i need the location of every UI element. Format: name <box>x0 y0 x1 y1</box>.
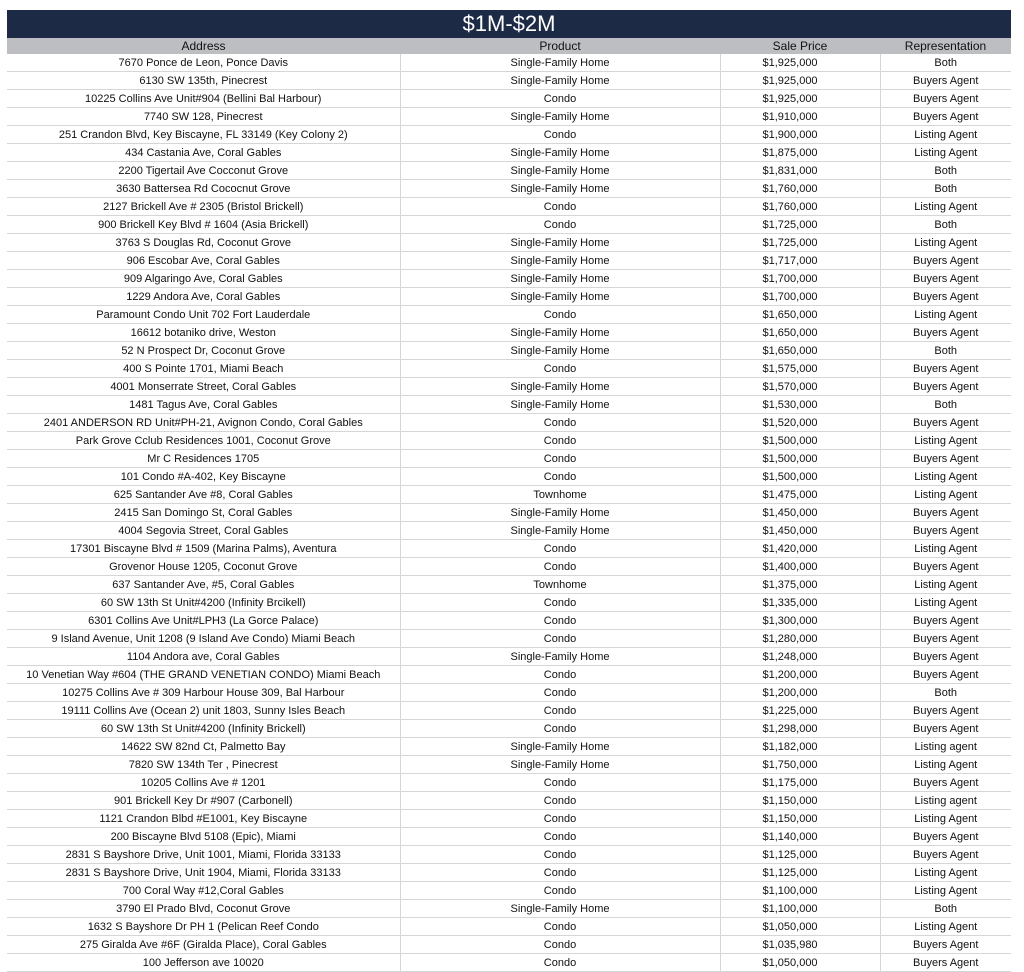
table-row <box>7 558 1011 576</box>
product-cell: Condo <box>400 432 720 450</box>
sale-price-cell: $1,700,000 <box>720 270 880 288</box>
sale-price-cell: $1,280,000 <box>720 630 880 648</box>
address-cell: 10205 Collins Ave # 1201 <box>7 774 400 792</box>
representation-cell: Buyers Agent <box>880 846 1011 864</box>
representation-cell: Both <box>880 180 1011 198</box>
address-cell: 60 SW 13th St Unit#4200 (Infinity Brcikell) <box>7 594 400 612</box>
address-cell: 3630 Battersea Rd Cococnut Grove <box>7 180 400 198</box>
table-row <box>7 936 1011 954</box>
table-row <box>7 828 1011 846</box>
representation-cell: Both <box>880 342 1011 360</box>
representation-cell: Listing agent <box>880 792 1011 810</box>
address-cell: 100 Jefferson ave 10020 <box>7 954 400 972</box>
product-cell: Single-Family Home <box>400 108 720 126</box>
representation-cell: Buyers Agent <box>880 774 1011 792</box>
sale-price-cell: $1,150,000 <box>720 792 880 810</box>
sale-price-cell: $1,450,000 <box>720 504 880 522</box>
table-row <box>7 252 1011 270</box>
product-cell: Single-Family Home <box>400 180 720 198</box>
address-cell: 1229 Andora Ave, Coral Gables <box>7 288 400 306</box>
sale-price-cell: $1,050,000 <box>720 954 880 972</box>
sheet-title: $1M-$2M <box>7 10 1011 38</box>
address-cell: Grovenor House 1205, Coconut Grove <box>7 558 400 576</box>
table-row <box>7 72 1011 90</box>
table-row <box>7 810 1011 828</box>
sale-price-cell: $1,375,000 <box>720 576 880 594</box>
product-cell: Single-Family Home <box>400 504 720 522</box>
product-cell: Condo <box>400 882 720 900</box>
sales-sheet <box>7 10 1011 972</box>
table-row <box>7 540 1011 558</box>
sale-price-cell: $1,500,000 <box>720 468 880 486</box>
table-row <box>7 180 1011 198</box>
address-cell: Paramount Condo Unit 702 Fort Lauderdale <box>7 306 400 324</box>
product-cell: Condo <box>400 198 720 216</box>
table-row <box>7 792 1011 810</box>
table-row <box>7 162 1011 180</box>
representation-cell: Listing Agent <box>880 468 1011 486</box>
representation-cell: Buyers Agent <box>880 558 1011 576</box>
sale-price-cell: $1,925,000 <box>720 72 880 90</box>
representation-cell: Listing Agent <box>880 918 1011 936</box>
sale-price-cell: $1,298,000 <box>720 720 880 738</box>
sale-price-cell: $1,650,000 <box>720 306 880 324</box>
address-cell: 4004 Segovia Street, Coral Gables <box>7 522 400 540</box>
sale-price-cell: $1,520,000 <box>720 414 880 432</box>
table-row <box>7 846 1011 864</box>
table-row <box>7 342 1011 360</box>
address-cell: 4001 Monserrate Street, Coral Gables <box>7 378 400 396</box>
representation-cell: Buyers Agent <box>880 522 1011 540</box>
representation-cell: Buyers Agent <box>880 648 1011 666</box>
product-cell: Single-Family Home <box>400 252 720 270</box>
table-row <box>7 684 1011 702</box>
table-row <box>7 774 1011 792</box>
representation-cell: Buyers Agent <box>880 504 1011 522</box>
table-row <box>7 630 1011 648</box>
table-row <box>7 432 1011 450</box>
product-cell: Condo <box>400 720 720 738</box>
table-row <box>7 738 1011 756</box>
sale-price-cell: $1,760,000 <box>720 198 880 216</box>
sale-price-cell: $1,175,000 <box>720 774 880 792</box>
table-row <box>7 198 1011 216</box>
address-cell: 1481 Tagus Ave, Coral Gables <box>7 396 400 414</box>
table-row <box>7 234 1011 252</box>
address-cell: 19111 Collins Ave (Ocean 2) unit 1803, Sunny Isles Beach <box>7 702 400 720</box>
table-row <box>7 216 1011 234</box>
address-cell: 10 Venetian Way #604 (THE GRAND VENETIAN CONDO) Miami Beach <box>7 666 400 684</box>
representation-cell: Both <box>880 162 1011 180</box>
table-row <box>7 522 1011 540</box>
product-cell: Single-Family Home <box>400 378 720 396</box>
representation-cell: Listing Agent <box>880 234 1011 252</box>
product-cell: Condo <box>400 774 720 792</box>
table-row <box>7 270 1011 288</box>
table-row <box>7 288 1011 306</box>
address-cell: 3790 El Prado Blvd, Coconut Grove <box>7 900 400 918</box>
representation-cell: Listing Agent <box>880 810 1011 828</box>
table-row <box>7 720 1011 738</box>
product-cell: Condo <box>400 594 720 612</box>
table-row <box>7 666 1011 684</box>
table-row <box>7 648 1011 666</box>
sale-price-cell: $1,650,000 <box>720 342 880 360</box>
product-cell: Condo <box>400 702 720 720</box>
product-cell: Single-Family Home <box>400 396 720 414</box>
address-cell: 400 S Pointe 1701, Miami Beach <box>7 360 400 378</box>
column-header-address: Address <box>7 38 400 54</box>
representation-cell: Listing Agent <box>880 756 1011 774</box>
representation-cell: Both <box>880 54 1011 72</box>
representation-cell: Buyers Agent <box>880 720 1011 738</box>
sale-price-cell: $1,700,000 <box>720 288 880 306</box>
sale-price-cell: $1,831,000 <box>720 162 880 180</box>
table-row <box>7 504 1011 522</box>
table-body <box>7 54 1011 972</box>
address-cell: 2127 Brickell Ave # 2305 (Bristol Brickell) <box>7 198 400 216</box>
product-cell: Townhome <box>400 576 720 594</box>
product-cell: Condo <box>400 684 720 702</box>
product-cell: Condo <box>400 360 720 378</box>
sale-price-cell: $1,750,000 <box>720 756 880 774</box>
address-cell: 434 Castania Ave, Coral Gables <box>7 144 400 162</box>
product-cell: Condo <box>400 540 720 558</box>
address-cell: 1632 S Bayshore Dr PH 1 (Pelican Reef Condo <box>7 918 400 936</box>
header-row <box>7 38 1011 54</box>
table-row <box>7 468 1011 486</box>
representation-cell: Listing Agent <box>880 864 1011 882</box>
address-cell: 2401 ANDERSON RD Unit#PH-21, Avignon Condo, Coral Gables <box>7 414 400 432</box>
address-cell: 700 Coral Way #12,Coral Gables <box>7 882 400 900</box>
product-cell: Single-Family Home <box>400 162 720 180</box>
address-cell: 10275 Collins Ave # 309 Harbour House 309, Bal Harbour <box>7 684 400 702</box>
sale-price-cell: $1,500,000 <box>720 450 880 468</box>
table-row <box>7 702 1011 720</box>
table-row <box>7 756 1011 774</box>
address-cell: 14622 SW 82nd Ct, Palmetto Bay <box>7 738 400 756</box>
address-cell: 2831 S Bayshore Drive, Unit 1001, Miami, Florida 33133 <box>7 846 400 864</box>
representation-cell: Buyers Agent <box>880 666 1011 684</box>
address-cell: 7820 SW 134th Ter , Pinecrest <box>7 756 400 774</box>
table-row <box>7 324 1011 342</box>
address-cell: 3763 S Douglas Rd, Coconut Grove <box>7 234 400 252</box>
address-cell: 625 Santander Ave #8, Coral Gables <box>7 486 400 504</box>
table-row <box>7 450 1011 468</box>
representation-cell: Listing Agent <box>880 432 1011 450</box>
product-cell: Condo <box>400 90 720 108</box>
sale-price-cell: $1,125,000 <box>720 846 880 864</box>
address-cell: 2200 Tigertail Ave Cocconut Grove <box>7 162 400 180</box>
address-cell: 637 Santander Ave, #5, Coral Gables <box>7 576 400 594</box>
address-cell: 900 Brickell Key Blvd # 1604 (Asia Brickell) <box>7 216 400 234</box>
representation-cell: Buyers Agent <box>880 936 1011 954</box>
representation-cell: Buyers Agent <box>880 450 1011 468</box>
representation-cell: Buyers Agent <box>880 72 1011 90</box>
sale-price-cell: $1,900,000 <box>720 126 880 144</box>
product-cell: Single-Family Home <box>400 72 720 90</box>
product-cell: Condo <box>400 846 720 864</box>
address-cell: 6301 Collins Ave Unit#LPH3 (La Gorce Palace) <box>7 612 400 630</box>
representation-cell: Buyers Agent <box>880 108 1011 126</box>
representation-cell: Listing Agent <box>880 594 1011 612</box>
address-cell: 10225 Collins Ave Unit#904 (Bellini Bal Harbour) <box>7 90 400 108</box>
sale-price-cell: $1,248,000 <box>720 648 880 666</box>
sale-price-cell: $1,725,000 <box>720 234 880 252</box>
table-row <box>7 612 1011 630</box>
address-cell: 7740 SW 128, Pinecrest <box>7 108 400 126</box>
address-cell: 16612 botaniko drive, Weston <box>7 324 400 342</box>
product-cell: Condo <box>400 468 720 486</box>
column-header-sale-price: Sale Price <box>720 38 880 54</box>
sale-price-cell: $1,050,000 <box>720 918 880 936</box>
product-cell: Single-Family Home <box>400 648 720 666</box>
product-cell: Single-Family Home <box>400 144 720 162</box>
column-header-representation: Representation <box>880 38 1011 54</box>
sale-price-cell: $1,717,000 <box>720 252 880 270</box>
product-cell: Condo <box>400 414 720 432</box>
product-cell: Single-Family Home <box>400 54 720 72</box>
table-row <box>7 954 1011 972</box>
product-cell: Condo <box>400 558 720 576</box>
address-cell: 2831 S Bayshore Drive, Unit 1904, Miami, Florida 33133 <box>7 864 400 882</box>
product-cell: Condo <box>400 216 720 234</box>
address-cell: 2415 San Domingo St, Coral Gables <box>7 504 400 522</box>
sale-price-cell: $1,200,000 <box>720 684 880 702</box>
representation-cell: Buyers Agent <box>880 828 1011 846</box>
product-cell: Condo <box>400 450 720 468</box>
address-cell: 901 Brickell Key Dr #907 (Carbonell) <box>7 792 400 810</box>
product-cell: Condo <box>400 810 720 828</box>
representation-cell: Buyers Agent <box>880 324 1011 342</box>
sale-price-cell: $1,475,000 <box>720 486 880 504</box>
address-cell: 275 Giralda Ave #6F (Giralda Place), Coral Gables <box>7 936 400 954</box>
product-cell: Condo <box>400 630 720 648</box>
product-cell: Condo <box>400 954 720 972</box>
sale-price-cell: $1,420,000 <box>720 540 880 558</box>
address-cell: Park Grove Cclub Residences 1001, Coconut Grove <box>7 432 400 450</box>
address-cell: 52 N Prospect Dr, Coconut Grove <box>7 342 400 360</box>
sale-price-cell: $1,910,000 <box>720 108 880 126</box>
table-row <box>7 360 1011 378</box>
representation-cell: Listing Agent <box>880 306 1011 324</box>
table-row <box>7 144 1011 162</box>
product-cell: Condo <box>400 864 720 882</box>
address-cell: 251 Crandon Blvd, Key Biscayne, FL 33149 (Key Colony 2) <box>7 126 400 144</box>
sale-price-cell: $1,400,000 <box>720 558 880 576</box>
product-cell: Condo <box>400 828 720 846</box>
product-cell: Condo <box>400 792 720 810</box>
address-cell: 1121 Crandon Blbd #E1001, Key Biscayne <box>7 810 400 828</box>
sale-price-cell: $1,125,000 <box>720 864 880 882</box>
sale-price-cell: $1,100,000 <box>720 882 880 900</box>
table-row <box>7 486 1011 504</box>
sale-price-cell: $1,335,000 <box>720 594 880 612</box>
table-row <box>7 900 1011 918</box>
table-row <box>7 90 1011 108</box>
representation-cell: Buyers Agent <box>880 612 1011 630</box>
product-cell: Single-Family Home <box>400 234 720 252</box>
product-cell: Single-Family Home <box>400 900 720 918</box>
product-cell: Single-Family Home <box>400 324 720 342</box>
product-cell: Single-Family Home <box>400 738 720 756</box>
address-cell: 906 Escobar Ave, Coral Gables <box>7 252 400 270</box>
address-cell: 60 SW 13th St Unit#4200 (Infinity Brickell) <box>7 720 400 738</box>
sale-price-cell: $1,200,000 <box>720 666 880 684</box>
sale-price-cell: $1,530,000 <box>720 396 880 414</box>
table-row <box>7 414 1011 432</box>
representation-cell: Buyers Agent <box>880 414 1011 432</box>
product-cell: Condo <box>400 666 720 684</box>
sale-price-cell: $1,925,000 <box>720 54 880 72</box>
product-cell: Condo <box>400 126 720 144</box>
representation-cell: Both <box>880 900 1011 918</box>
product-cell: Single-Family Home <box>400 342 720 360</box>
sale-price-cell: $1,760,000 <box>720 180 880 198</box>
table-row <box>7 126 1011 144</box>
sale-price-cell: $1,650,000 <box>720 324 880 342</box>
representation-cell: Buyers Agent <box>880 954 1011 972</box>
address-cell: 909 Algaringo Ave, Coral Gables <box>7 270 400 288</box>
representation-cell: Listing Agent <box>880 198 1011 216</box>
representation-cell: Both <box>880 216 1011 234</box>
product-cell: Townhome <box>400 486 720 504</box>
table-row <box>7 882 1011 900</box>
address-cell: 9 Island Avenue, Unit 1208 (9 Island Ave Condo) Miami Beach <box>7 630 400 648</box>
table-row <box>7 594 1011 612</box>
address-cell: 200 Biscayne Blvd 5108 (Epic), Miami <box>7 828 400 846</box>
representation-cell: Buyers Agent <box>880 630 1011 648</box>
table-row <box>7 378 1011 396</box>
sale-price-cell: $1,100,000 <box>720 900 880 918</box>
product-cell: Condo <box>400 936 720 954</box>
table-row <box>7 54 1011 72</box>
sale-price-cell: $1,150,000 <box>720 810 880 828</box>
representation-cell: Buyers Agent <box>880 90 1011 108</box>
address-cell: 1104 Andora ave, Coral Gables <box>7 648 400 666</box>
address-cell: 101 Condo #A-402, Key Biscayne <box>7 468 400 486</box>
representation-cell: Buyers Agent <box>880 360 1011 378</box>
sale-price-cell: $1,500,000 <box>720 432 880 450</box>
sale-price-cell: $1,300,000 <box>720 612 880 630</box>
sale-price-cell: $1,925,000 <box>720 90 880 108</box>
sale-price-cell: $1,182,000 <box>720 738 880 756</box>
product-cell: Condo <box>400 918 720 936</box>
product-cell: Single-Family Home <box>400 288 720 306</box>
representation-cell: Listing agent <box>880 738 1011 756</box>
representation-cell: Buyers Agent <box>880 270 1011 288</box>
sale-price-cell: $1,575,000 <box>720 360 880 378</box>
product-cell: Single-Family Home <box>400 522 720 540</box>
representation-cell: Buyers Agent <box>880 378 1011 396</box>
address-cell: 17301 Biscayne Blvd # 1509 (Marina Palms), Aventura <box>7 540 400 558</box>
product-cell: Single-Family Home <box>400 270 720 288</box>
sale-price-cell: $1,140,000 <box>720 828 880 846</box>
representation-cell: Listing Agent <box>880 144 1011 162</box>
sale-price-cell: $1,875,000 <box>720 144 880 162</box>
sale-price-cell: $1,570,000 <box>720 378 880 396</box>
representation-cell: Both <box>880 684 1011 702</box>
address-cell: 7670 Ponce de Leon, Ponce Davis <box>7 54 400 72</box>
representation-cell: Listing Agent <box>880 882 1011 900</box>
table-row <box>7 306 1011 324</box>
address-cell: Mr C Residences 1705 <box>7 450 400 468</box>
sale-price-cell: $1,450,000 <box>720 522 880 540</box>
sale-price-cell: $1,225,000 <box>720 702 880 720</box>
table-row <box>7 864 1011 882</box>
address-cell: 6130 SW 135th, Pinecrest <box>7 72 400 90</box>
product-cell: Single-Family Home <box>400 756 720 774</box>
representation-cell: Listing Agent <box>880 126 1011 144</box>
representation-cell: Listing Agent <box>880 540 1011 558</box>
table-row <box>7 396 1011 414</box>
representation-cell: Both <box>880 396 1011 414</box>
sales-table <box>7 38 1011 972</box>
sale-price-cell: $1,035,980 <box>720 936 880 954</box>
sale-price-cell: $1,725,000 <box>720 216 880 234</box>
representation-cell: Buyers Agent <box>880 702 1011 720</box>
table-row <box>7 108 1011 126</box>
representation-cell: Buyers Agent <box>880 252 1011 270</box>
product-cell: Condo <box>400 612 720 630</box>
representation-cell: Buyers Agent <box>880 288 1011 306</box>
representation-cell: Listing Agent <box>880 486 1011 504</box>
table-row <box>7 576 1011 594</box>
representation-cell: Listing Agent <box>880 576 1011 594</box>
column-header-product: Product <box>400 38 720 54</box>
product-cell: Condo <box>400 306 720 324</box>
